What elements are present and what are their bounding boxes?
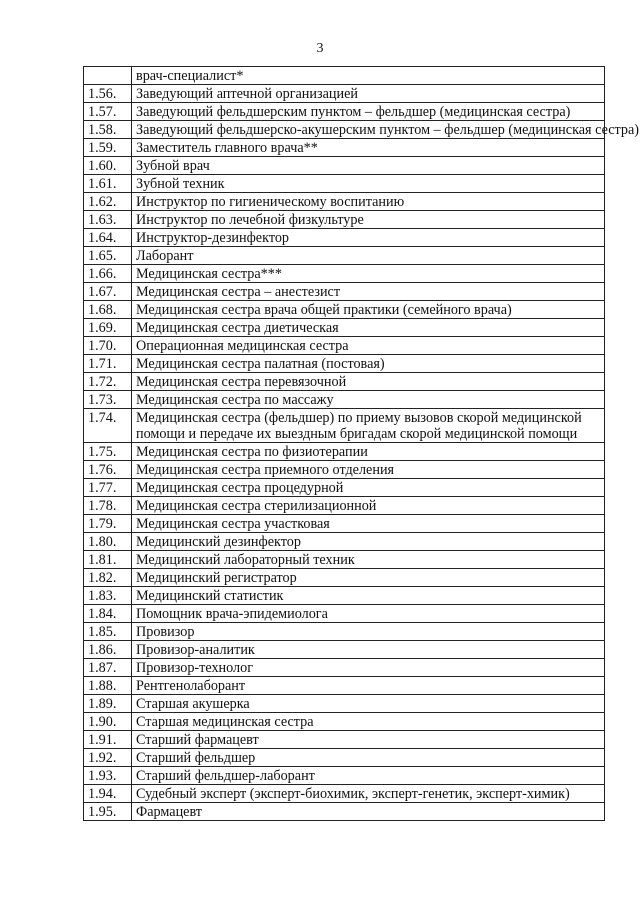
table-row xyxy=(84,749,605,767)
table-row xyxy=(84,103,605,121)
table-row xyxy=(84,355,605,373)
position-name-cell: Медицинская сестра врача общей практики (семейного врача) xyxy=(132,301,605,319)
position-name-cell: Рентгенолаборант xyxy=(132,677,605,695)
position-name-cell: Медицинский регистратор xyxy=(132,569,605,587)
row-number-cell: 1.64. xyxy=(84,229,132,247)
table-row xyxy=(84,247,605,265)
row-number-cell: 1.63. xyxy=(84,211,132,229)
positions-table-body xyxy=(84,67,640,821)
row-number-cell: 1.87. xyxy=(84,659,132,677)
row-number-cell: 1.61. xyxy=(84,175,132,193)
row-number-cell: 1.84. xyxy=(84,605,132,623)
position-name-cell: Медицинская сестра стерилизационной xyxy=(132,497,605,515)
table-row xyxy=(84,391,605,409)
position-name-cell: Заведующий фельдшерско-акушерским пунктом – фельдшер (медицинская сестра) xyxy=(132,121,605,139)
position-name-cell: Операционная медицинская сестра xyxy=(132,337,605,355)
row-number-cell: 1.78. xyxy=(84,497,132,515)
table-row xyxy=(84,479,605,497)
row-number-cell: 1.72. xyxy=(84,373,132,391)
table-row xyxy=(84,587,605,605)
table-row xyxy=(84,533,605,551)
table-row xyxy=(84,641,605,659)
table-row xyxy=(84,85,605,103)
table-row xyxy=(84,677,605,695)
row-number-cell: 1.69. xyxy=(84,319,132,337)
row-number-cell: 1.73. xyxy=(84,391,132,409)
table-row xyxy=(84,659,605,677)
position-name-cell: Заведующий аптечной организацией xyxy=(132,85,605,103)
row-number-cell: 1.82. xyxy=(84,569,132,587)
row-number-cell: 1.74. xyxy=(84,409,132,443)
table-row xyxy=(84,265,605,283)
position-name-cell: Старший фармацевт xyxy=(132,731,605,749)
row-number-cell: 1.77. xyxy=(84,479,132,497)
position-name-cell: Старший фельдшер-лаборант xyxy=(132,767,605,785)
row-number-cell: 1.62. xyxy=(84,193,132,211)
table-row xyxy=(84,157,605,175)
row-number-cell: 1.68. xyxy=(84,301,132,319)
table-row xyxy=(84,301,605,319)
table-row xyxy=(84,515,605,533)
table-row xyxy=(84,283,605,301)
row-number-cell: 1.71. xyxy=(84,355,132,373)
row-number-cell: 1.83. xyxy=(84,587,132,605)
row-number-cell: 1.76. xyxy=(84,461,132,479)
row-number-cell: 1.94. xyxy=(84,785,132,803)
row-number-cell: 1.85. xyxy=(84,623,132,641)
position-name-cell: Медицинский лабораторный техник xyxy=(132,551,605,569)
position-name-cell: Старшая медицинская сестра xyxy=(132,713,605,731)
position-name-cell: врач-специалист* xyxy=(132,67,605,85)
position-name-cell: Медицинская сестра перевязочной xyxy=(132,373,605,391)
table-row xyxy=(84,373,605,391)
position-name-cell: Старший фельдшер xyxy=(132,749,605,767)
position-name-cell: Зубной техник xyxy=(132,175,605,193)
position-name-cell: Провизор-аналитик xyxy=(132,641,605,659)
row-number-cell: 1.79. xyxy=(84,515,132,533)
row-number-cell: 1.86. xyxy=(84,641,132,659)
row-number-cell: 1.57. xyxy=(84,103,132,121)
position-name-cell: Инструктор по лечебной физкультуре xyxy=(132,211,605,229)
position-name-cell: Провизор-технолог xyxy=(132,659,605,677)
position-name-cell: Медицинская сестра приемного отделения xyxy=(132,461,605,479)
table-row xyxy=(84,175,605,193)
table-row xyxy=(84,337,605,355)
table-row xyxy=(84,461,605,479)
position-name-cell: Помощник врача-эпидемиолога xyxy=(132,605,605,623)
position-name-cell: Лаборант xyxy=(132,247,605,265)
position-name-cell: Старшая акушерка xyxy=(132,695,605,713)
position-name-cell: Заместитель главного врача** xyxy=(132,139,605,157)
table-row xyxy=(84,139,605,157)
position-name-cell: Инструктор по гигиеническому воспитанию xyxy=(132,193,605,211)
table-row xyxy=(84,211,605,229)
table-row xyxy=(84,731,605,749)
row-number-cell: 1.89. xyxy=(84,695,132,713)
position-name-cell: Провизор xyxy=(132,623,605,641)
row-number-cell: 1.65. xyxy=(84,247,132,265)
position-name-cell: Зубной врач xyxy=(132,157,605,175)
row-number-cell: 1.93. xyxy=(84,767,132,785)
table-row xyxy=(84,785,605,803)
position-name-cell: Медицинская сестра – анестезист xyxy=(132,283,605,301)
table-row xyxy=(84,695,605,713)
row-number-cell: 1.75. xyxy=(84,443,132,461)
position-name-cell: Медицинская сестра по физиотерапии xyxy=(132,443,605,461)
row-number-cell: 1.56. xyxy=(84,85,132,103)
table-row xyxy=(84,605,605,623)
table-row xyxy=(84,713,605,731)
position-name-cell: Медицинская сестра палатная (постовая) xyxy=(132,355,605,373)
position-name-cell: Судебный эксперт (эксперт-биохимик, эксперт-генетик, эксперт-химик) xyxy=(132,785,605,803)
position-name-cell: Медицинская сестра*** xyxy=(132,265,605,283)
row-number-cell: 1.59. xyxy=(84,139,132,157)
position-name-cell: Медицинский статистик xyxy=(132,587,605,605)
row-number-cell: 1.88. xyxy=(84,677,132,695)
position-name-cell: Медицинский дезинфектор xyxy=(132,533,605,551)
position-name-cell: Медицинская сестра диетическая xyxy=(132,319,605,337)
page-number: 3 xyxy=(316,41,324,56)
position-name-cell: Медицинская сестра участковая xyxy=(132,515,605,533)
row-number-cell: 1.95. xyxy=(84,803,132,821)
position-name-cell: Медицинская сестра процедурной xyxy=(132,479,605,497)
row-number-cell: 1.91. xyxy=(84,731,132,749)
row-number-cell: 1.90. xyxy=(84,713,132,731)
position-name-cell: Медицинская сестра по массажу xyxy=(132,391,605,409)
row-number-cell xyxy=(84,67,132,85)
table-row xyxy=(84,319,605,337)
position-name-cell: Фармацевт xyxy=(132,803,605,821)
table-row xyxy=(84,229,605,247)
position-name-cell: Заведующий фельдшерским пунктом – фельдшер (медицинская сестра) xyxy=(132,103,605,121)
table-row xyxy=(84,569,605,587)
table-row xyxy=(84,193,605,211)
table-row xyxy=(84,67,605,85)
row-number-cell: 1.80. xyxy=(84,533,132,551)
table-row xyxy=(84,121,605,139)
position-name-cell: Медицинская сестра (фельдшер) по приему вызовов скорой медицинской помощи и передаче их выездным бригадам скорой медицинской помощи xyxy=(132,409,605,443)
row-number-cell: 1.81. xyxy=(84,551,132,569)
table-row xyxy=(84,623,605,641)
table-row xyxy=(84,497,605,515)
position-name-cell: Инструктор-дезинфектор xyxy=(132,229,605,247)
table-row xyxy=(84,803,605,821)
row-number-cell: 1.70. xyxy=(84,337,132,355)
row-number-cell: 1.92. xyxy=(84,749,132,767)
table-row xyxy=(84,409,605,443)
positions-table xyxy=(83,66,640,821)
table-row xyxy=(84,443,605,461)
row-number-cell: 1.67. xyxy=(84,283,132,301)
row-number-cell: 1.66. xyxy=(84,265,132,283)
row-number-cell: 1.58. xyxy=(84,121,132,139)
table-row xyxy=(84,551,605,569)
row-number-cell: 1.60. xyxy=(84,157,132,175)
table-row xyxy=(84,767,605,785)
